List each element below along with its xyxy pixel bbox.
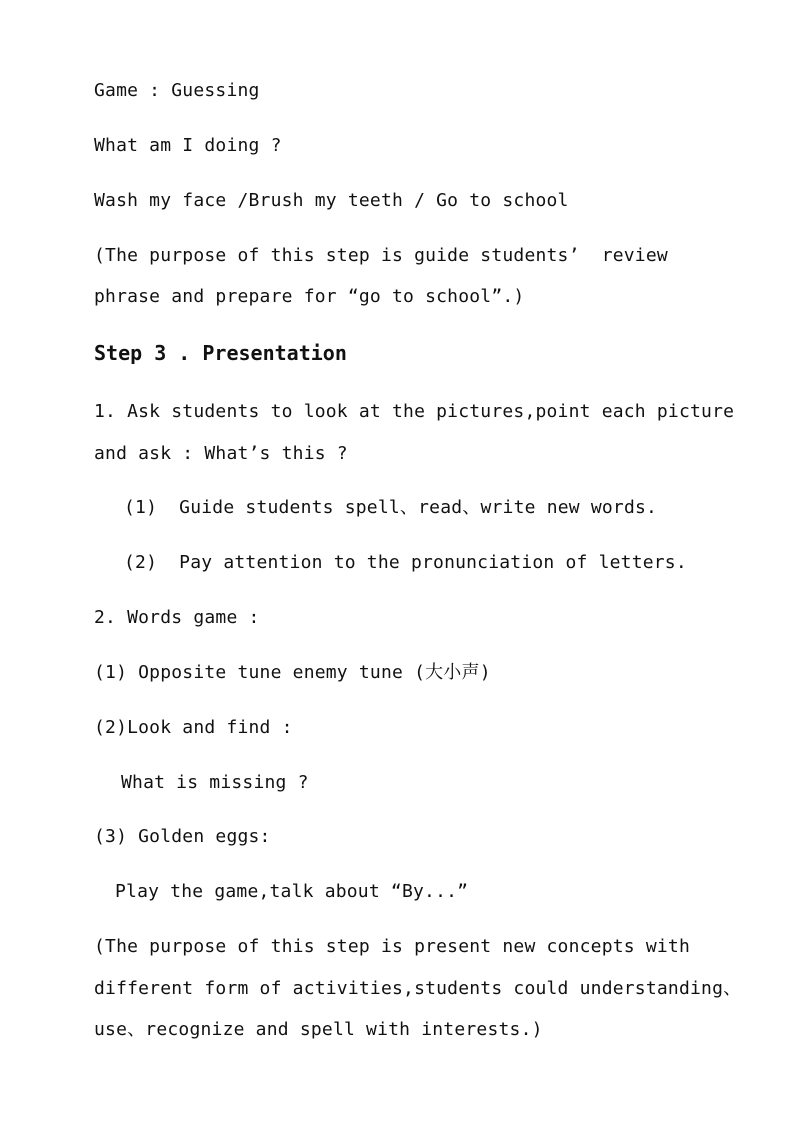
item-1-line-2: and ask : What’s this ? [94, 443, 348, 464]
question-line: What am I doing ? [94, 135, 282, 156]
purpose-note-1-line-2: phrase and prepare for “go to school”.) [94, 286, 525, 307]
step-3-heading: Step 3 . Presentation [94, 341, 347, 365]
game-guessing-line: Game : Guessing [94, 80, 260, 101]
sub-item-2: (2) Pay attention to the pronunciation of letters. [124, 552, 687, 573]
game-c-line: (3) Golden eggs: [94, 826, 271, 847]
purpose-note-2-line-3: use、recognize and spell with interests.) [94, 1019, 543, 1040]
game-c-detail: Play the game,talk about “By...” [115, 881, 469, 902]
item-1-line-1: 1. Ask students to look at the pictures,point each picture [94, 401, 735, 422]
purpose-note-1-line-1: (The purpose of this step is guide students’ review [94, 245, 668, 266]
sub-item-1: (1) Guide students spell、read、write new words. [124, 497, 658, 518]
item-2-words-game: 2. Words game : [94, 607, 260, 628]
purpose-note-2-line-2: different form of activities,students could understanding、 [94, 978, 742, 999]
purpose-note-2-line-1: (The purpose of this step is present new concepts with [94, 936, 690, 957]
game-b-detail: What is missing ? [121, 772, 309, 793]
phrases-line: Wash my face /Brush my teeth / Go to school [94, 190, 569, 211]
game-a-line: (1) Opposite tune enemy tune (大小声) [94, 662, 491, 683]
game-b-line: (2)Look and find : [94, 717, 293, 738]
